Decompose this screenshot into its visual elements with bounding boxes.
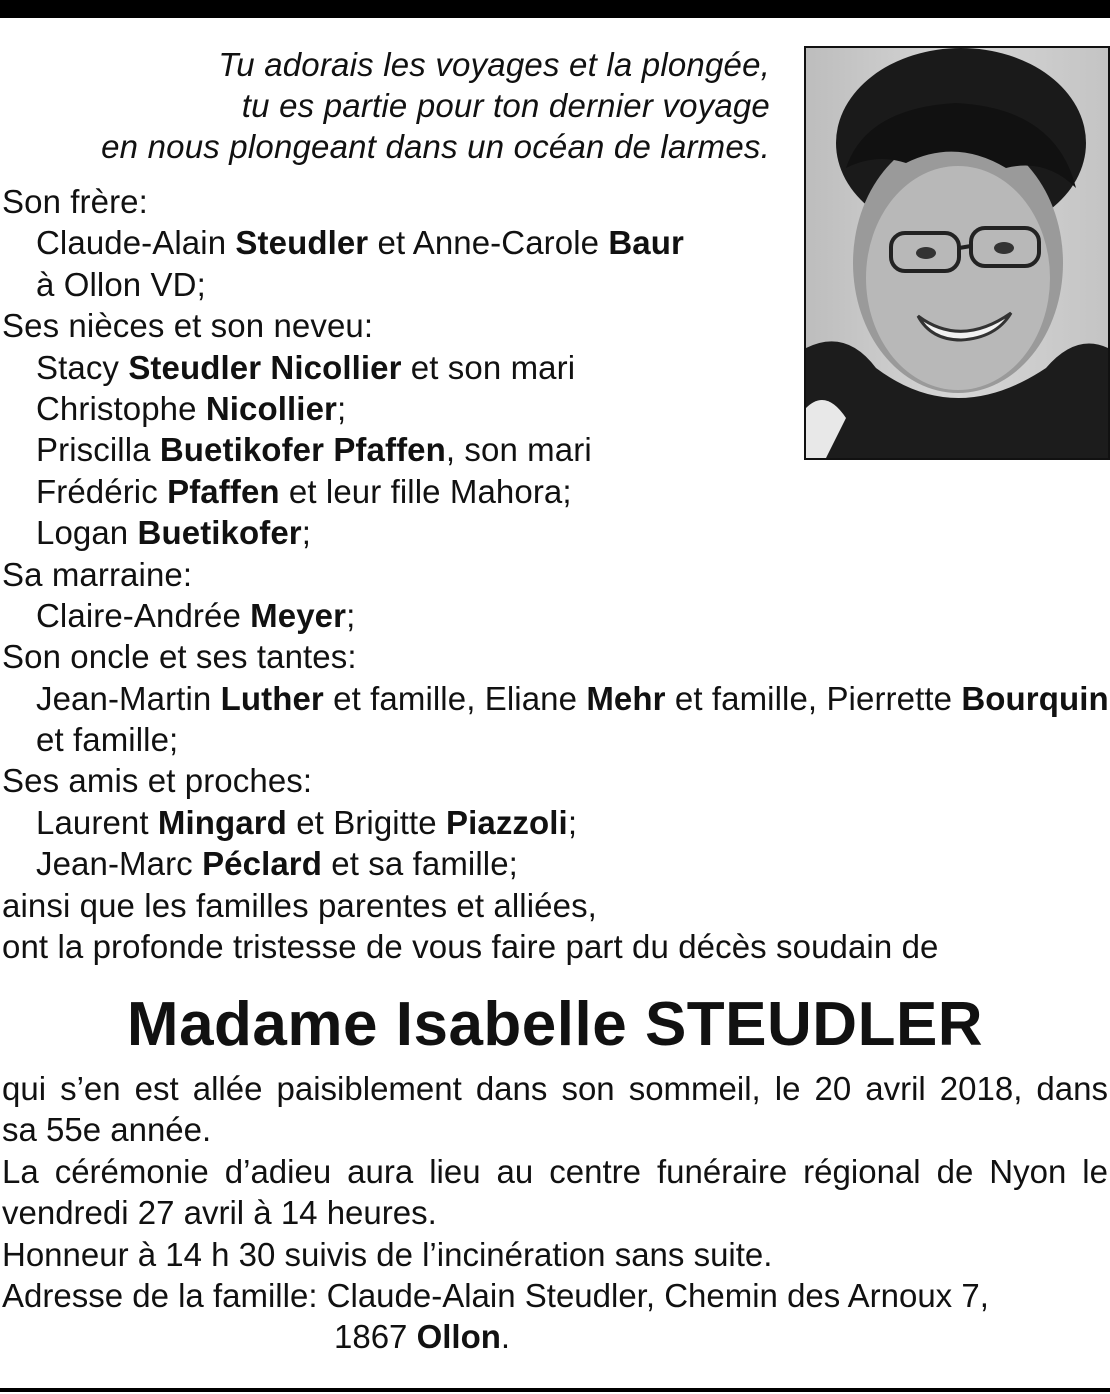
deceased-name: Madame Isabelle STEUDLER bbox=[126, 990, 984, 1059]
brother-heading: Son frère: bbox=[2, 183, 148, 220]
family-address-city: 1867 Ollon. bbox=[334, 1318, 511, 1356]
uncle-aunts-heading: Son oncle et ses tantes: bbox=[2, 638, 357, 676]
niece-line: Frédéric Pfaffen et leur fille Mahora; bbox=[36, 472, 572, 510]
niece-line: Priscilla Buetikofer Pfaffen, son mari bbox=[36, 431, 592, 469]
brother-location: à Ollon VD; bbox=[36, 265, 206, 303]
uncle-aunts-line: et famille; bbox=[36, 721, 179, 759]
poem-line: Tu adorais les voyages et la plongée, bbox=[218, 46, 770, 83]
uncle-aunts-line: Jean-Martin Luther et famille, Eliane Mehr et famille, Pierrette Bourquin bbox=[36, 679, 1109, 717]
bottom-rule bbox=[0, 1388, 1110, 1392]
ceremony-details bbox=[2, 1068, 1108, 1358]
friends-line: Jean-Marc Péclard et sa famille; bbox=[36, 845, 518, 883]
closing-line: ont la profonde tristesse de vous faire part du décès soudain de bbox=[2, 928, 939, 966]
family-announcement bbox=[2, 181, 1110, 967]
details-line: sa 55e année. bbox=[2, 1111, 212, 1149]
top-rule bbox=[0, 0, 1110, 18]
details-line: Honneur à 14 h 30 suivis de l’incinération sans suite. bbox=[2, 1235, 773, 1273]
poem-epigraph bbox=[101, 44, 770, 167]
friends-heading: Ses amis et proches: bbox=[2, 762, 313, 800]
family-address: Adresse de la famille: Claude-Alain Steudler, Chemin des Arnoux 7, bbox=[2, 1276, 989, 1314]
nephew-line: Logan Buetikofer; bbox=[36, 514, 312, 552]
niece-line: Christophe Nicollier; bbox=[36, 389, 347, 427]
details-line: qui s’en est allée paisiblement dans son sommeil, le 20 avril 2018, dans bbox=[2, 1070, 1108, 1107]
details-line: La cérémonie d’adieu aura lieu au centre funéraire régional de Nyon le bbox=[2, 1152, 1108, 1190]
poem-line: tu es partie pour ton dernier voyage bbox=[241, 87, 770, 124]
friends-line: Laurent Mingard et Brigitte Piazzoli; bbox=[36, 803, 578, 841]
niece-line: Stacy Steudler Nicollier et son mari bbox=[36, 348, 576, 386]
nieces-heading: Ses nièces et son neveu: bbox=[2, 307, 374, 345]
godmother-heading: Sa marraine: bbox=[2, 555, 193, 593]
details-line: vendredi 27 avril à 14 heures. bbox=[2, 1194, 437, 1232]
closing-line: ainsi que les familles parentes et alliées, bbox=[2, 886, 597, 924]
poem-line: en nous plongeant dans un océan de larmes. bbox=[101, 128, 770, 165]
godmother-line: Claire-Andrée Meyer; bbox=[36, 596, 356, 634]
brother-line: Claude-Alain Steudler et Anne-Carole Baur bbox=[36, 224, 684, 262]
